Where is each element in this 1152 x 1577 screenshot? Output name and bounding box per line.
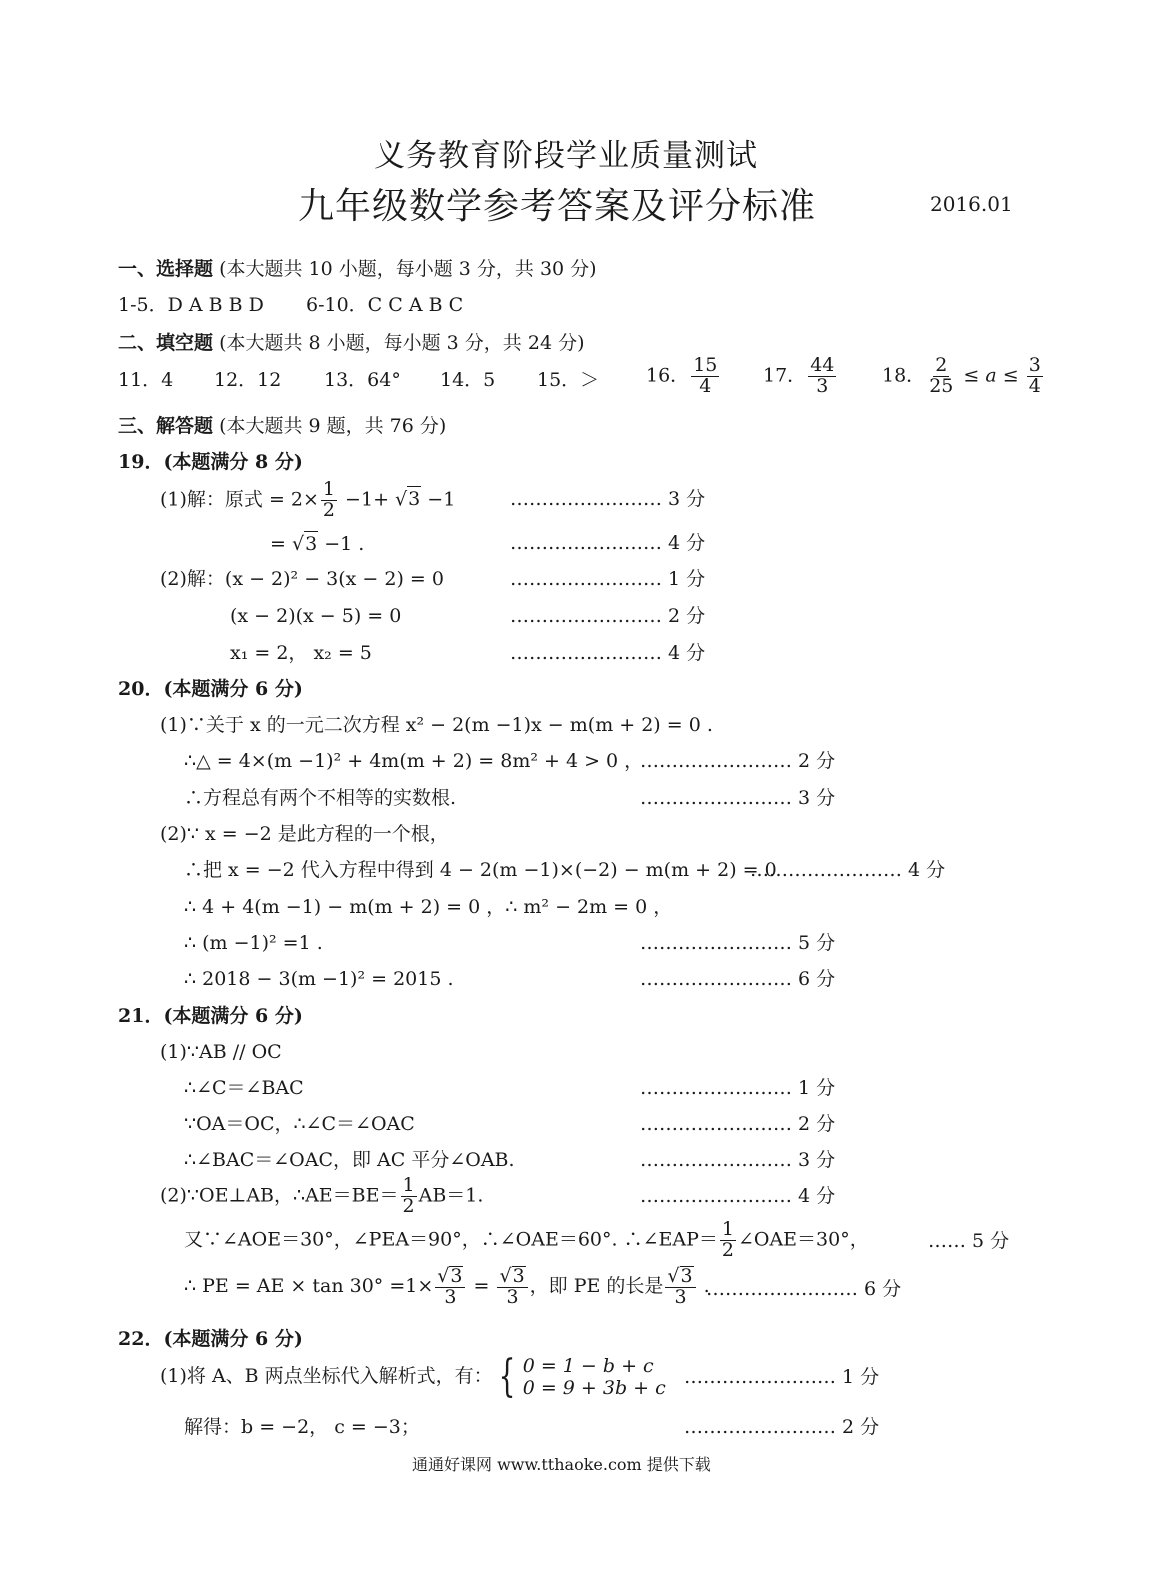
radicand: 3 — [305, 533, 318, 555]
numerator: 3 — [1028, 354, 1041, 376]
q20-step6: ∴ 4 + 4(m −1) − m(m + 2) = 0 ，∴ m² − 2m = 0 ， — [184, 896, 673, 918]
q21-step4: ∴∠BAC＝∠OAC，即 AC 平分∠OAB. — [184, 1149, 515, 1171]
section2-heading: 二、填空题 — [118, 332, 214, 354]
numerator: 1 — [322, 478, 336, 500]
q20-score3: …………………… 3 分 — [640, 787, 836, 809]
fraction — [927, 356, 955, 397]
q21-score2: …………………… 1 分 — [640, 1077, 836, 1099]
expr: = — [270, 533, 292, 555]
numerator: 1 — [721, 1218, 734, 1240]
q19-step4: (x − 2)(x − 5) = 0 — [230, 605, 402, 627]
q20-score8: …………………… 6 分 — [640, 968, 836, 990]
q20-step4: (2)∵ x = −2 是此方程的一个根， — [160, 823, 449, 845]
q22-score2: …………………… 2 分 — [684, 1416, 880, 1438]
fill-answer-12: 12．12 — [214, 369, 282, 391]
fraction — [401, 1176, 417, 1217]
fill-answer-16-label: 16． — [646, 364, 690, 387]
fraction — [720, 1220, 736, 1261]
q21-step5 — [160, 1176, 483, 1217]
section3-note: (本大题共 9 题，共 76 分) — [219, 415, 447, 437]
fraction — [497, 1266, 527, 1308]
radicand: 3 — [450, 1265, 463, 1287]
denominator: 2 — [402, 1194, 415, 1217]
q21-score3: …………………… 2 分 — [640, 1113, 836, 1135]
radicand: 3 — [680, 1265, 693, 1287]
fraction — [691, 356, 719, 397]
q20-heading: 20．(本题满分 6 分) — [118, 678, 303, 700]
numerator: √3 — [665, 1266, 695, 1288]
section3-header — [118, 414, 446, 438]
numerator: 15 — [693, 354, 718, 376]
denominator: 25 — [929, 374, 954, 397]
denominator: 2 — [322, 498, 336, 521]
numerator: √3 — [435, 1266, 465, 1288]
radicand: 3 — [408, 488, 421, 511]
q19-score3: …………………… 1 分 — [510, 568, 706, 590]
expr: −1 — [421, 488, 456, 511]
section3-heading: 三、解答题 — [118, 415, 214, 437]
q20-step1: (1)∵关于 x 的一元二次方程 x² − 2(m −1)x − m(m + 2) = 0 . — [160, 714, 713, 736]
denominator: 4 — [1028, 374, 1041, 397]
fill-answer-15: 15．＞ — [537, 369, 600, 391]
numerator: √3 — [497, 1266, 527, 1288]
expr: ∴ PE = AE × tan 30° =1× — [184, 1274, 434, 1297]
equation: 0 = 1 − b + c — [522, 1355, 654, 1377]
expr: ∠OAE＝30°， — [737, 1228, 869, 1251]
answer-key-title: 九年级数学参考答案及评分标准 — [298, 186, 817, 227]
q21-step2: ∴∠C＝∠BAC — [184, 1077, 304, 1099]
q21-score4: …………………… 3 分 — [640, 1149, 836, 1171]
expr: ，即 PE 的长是 — [529, 1274, 664, 1297]
expr: = — [467, 1274, 496, 1297]
fill-answer-18-label: 18． — [882, 364, 926, 387]
q19-step2: = √3 −1 . — [270, 533, 365, 555]
q21-score5: …………………… 4 分 — [640, 1185, 836, 1207]
expr: −1+ — [339, 488, 396, 511]
q19-score4: …………………… 2 分 — [510, 605, 706, 627]
radicand: 3 — [512, 1265, 525, 1287]
q20-score7: …………………… 5 分 — [640, 932, 836, 954]
q21-score7: …………………… 6 分 — [706, 1278, 902, 1300]
q22-heading: 22．(本题满分 6 分) — [118, 1328, 303, 1350]
mc-answers-1-5: 1-5．D A B B D — [118, 294, 264, 316]
q19-step5: x₁ = 2， x₂ = 5 — [230, 642, 372, 664]
expr: −1 . — [318, 533, 365, 555]
section2-header — [118, 331, 584, 355]
denominator: 3 — [674, 1285, 687, 1308]
fill-answer-16 — [646, 356, 721, 397]
fraction — [435, 1266, 465, 1308]
q20-step3: ∴方程总有两个不相等的实数根. — [184, 787, 457, 809]
q20-step2: ∴△ = 4×(m −1)² + 4m(m + 2) = 8m² + 4 > 0 ， — [184, 750, 644, 772]
footer-source: 通通好课网 www.tthaoke.com 提供下载 — [412, 1455, 711, 1474]
numerator: 2 — [935, 354, 948, 376]
mc-answers-6-10: 6-10．C C A B C — [306, 294, 464, 316]
q21-score6: …… 5 分 — [928, 1230, 1010, 1252]
q20-score5: …………………… 4 分 — [750, 859, 946, 881]
section1-header — [118, 257, 597, 281]
expr: (1)将 A、B 两点坐标代入解析式，有： — [160, 1365, 493, 1387]
denominator: 3 — [506, 1285, 519, 1308]
q21-step1: (1)∵AB // OC — [160, 1041, 282, 1063]
denominator: 2 — [721, 1238, 734, 1261]
equation-system — [493, 1351, 666, 1402]
denominator: 3 — [444, 1285, 457, 1308]
q21-step3: ∵OA＝OC，∴∠C＝∠OAC — [184, 1113, 415, 1135]
expr: (1)解：原式 = 2× — [160, 488, 319, 511]
q22-score1: …………………… 1 分 — [684, 1366, 880, 1388]
fill-answer-13: 13．64° — [324, 369, 401, 391]
expr: AB＝1. — [418, 1184, 484, 1207]
q22-step2: 解得：b = −2， c = −3； — [184, 1416, 420, 1438]
denominator: 3 — [816, 374, 829, 397]
brace-glyph: { — [498, 1351, 516, 1402]
q19-score2: …………………… 4 分 — [510, 532, 706, 554]
exam-date: 2016.01 — [930, 192, 1013, 216]
q20-step5: ∴把 x = −2 代入方程中得到 4 − 2(m −1)×(−2) − m(m + 2) = 0 — [184, 859, 777, 881]
q19-score1: …………………… 3 分 — [510, 488, 706, 510]
q21-heading: 21．(本题满分 6 分) — [118, 1005, 303, 1027]
q20-step8: ∴ 2018 − 3(m −1)² = 2015 . — [184, 968, 454, 990]
expr: . — [697, 1274, 710, 1297]
q19-score5: …………………… 4 分 — [510, 642, 706, 664]
fill-answer-11: 11．4 — [118, 369, 174, 391]
fraction — [321, 480, 337, 521]
fill-answer-17 — [763, 356, 838, 397]
expr: 又∵∠AOE＝30°，∠PEA＝90°，∴∠OAE＝60°. ∴∠EAP＝ — [184, 1228, 718, 1251]
exam-title: 义务教育阶段学业质量测试 — [374, 138, 758, 174]
expr: (2)∵OE⊥AB，∴AE＝BE＝ — [160, 1184, 399, 1207]
q19-step1: (1)解：原式 = 2× $\frac{1}{2}$ −1+ √3 −1 — [160, 478, 456, 521]
q19-heading: 19．(本题满分 8 分) — [118, 451, 303, 473]
q21-step7 — [184, 1266, 710, 1308]
denominator: 4 — [699, 374, 712, 397]
q20-score2: …………………… 2 分 — [640, 750, 836, 772]
numerator: 44 — [810, 354, 835, 376]
q20-step7: ∴ (m −1)² =1 . — [184, 932, 323, 954]
fill-answer-14: 14．5 — [440, 369, 496, 391]
equation: 0 = 9 + 3b + c — [522, 1377, 666, 1399]
section2-note: (本大题共 8 小题，每小题 3 分，共 24 分) — [219, 332, 585, 354]
q21-step6 — [184, 1220, 869, 1261]
fraction — [1027, 356, 1043, 397]
q22-step1 — [160, 1351, 666, 1402]
numerator: 1 — [402, 1174, 415, 1196]
fill-answer-17-label: 17． — [763, 364, 807, 387]
section1-note: (本大题共 10 小题，每小题 3 分，共 30 分) — [219, 258, 597, 280]
inequality: ≤ a ≤ — [957, 364, 1025, 387]
fraction — [808, 356, 836, 397]
fraction — [665, 1266, 695, 1308]
section1-heading: 一、选择题 — [118, 258, 214, 280]
fill-answer-18 — [882, 356, 1045, 397]
q19-step3: (2)解：(x − 2)² − 3(x − 2) = 0 — [160, 568, 444, 590]
